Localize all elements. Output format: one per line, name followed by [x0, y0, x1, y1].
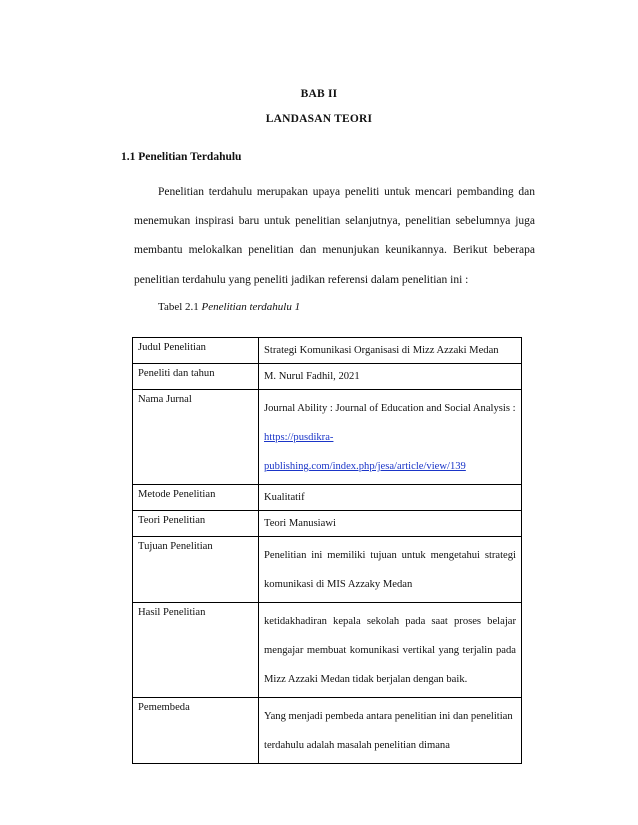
row-label: Hasil Penelitian — [133, 603, 259, 698]
table-row — [133, 603, 522, 698]
table-caption-prefix: Tabel 2.1 — [158, 301, 199, 313]
row-value: Kualitatif — [259, 485, 522, 511]
research-table — [132, 337, 522, 764]
row-label: Judul Penelitian — [133, 338, 259, 364]
chapter-title: LANDASAN TEORI — [265, 113, 373, 125]
row-label: Tujuan Penelitian — [133, 537, 259, 603]
row-value — [259, 390, 522, 485]
row-label: Teori Penelitian — [133, 511, 259, 537]
row-value: M. Nurul Fadhil, 2021 — [259, 364, 522, 390]
section-heading: 1.1 Penelitian Terdahulu — [121, 151, 242, 163]
journal-link[interactable]: https://pusdikra-publishing.com/index.php/jesa/article/view/139 — [264, 432, 466, 472]
journal-name: Journal Ability : Journal of Education and Social Analysis : — [264, 403, 516, 414]
table-row — [133, 485, 522, 511]
row-label: Nama Jurnal — [133, 390, 259, 485]
body-paragraph: Penelitian terdahulu merupakan upaya peneliti untuk mencari pembanding dan menemukan inspirasi baru untuk penelitian selanjutnya, penelitian sebelumnya juga membantu melokalkan penelitian dan menunjukan keunikannya. Berikut beberapa penelitian terdahulu yang peneliti jadikan referensi dalam penelitian ini : — [134, 186, 535, 286]
table-row — [133, 338, 522, 364]
row-value: Penelitian ini memiliki tujuan untuk mengetahui strategi komunikasi di MIS Azzaky Medan — [259, 537, 522, 603]
row-label: Pemembeda — [133, 698, 259, 764]
table-row — [133, 364, 522, 390]
table-caption — [158, 301, 300, 313]
table-row — [133, 698, 522, 764]
table-row — [133, 390, 522, 485]
row-label: Metode Penelitian — [133, 485, 259, 511]
row-value: ketidakhadiran kepala sekolah pada saat proses belajar mengajar membuat komunikasi vertikal yang terjalin pada Mizz Azzaki Medan tidak berjalan dengan baik. — [259, 603, 522, 698]
row-label: Peneliti dan tahun — [133, 364, 259, 390]
row-value: Yang menjadi pembeda antara penelitian ini dan penelitian terdahulu adalah masalah penelitian dimana — [259, 698, 522, 764]
table-row — [133, 511, 522, 537]
row-value: Teori Manusiawi — [259, 511, 522, 537]
table-caption-title: Penelitian terdahulu 1 — [201, 301, 301, 313]
table-row — [133, 537, 522, 603]
row-value: Strategi Komunikasi Organisasi di Mizz Azzaki Medan — [259, 338, 522, 364]
chapter-number: BAB II — [300, 88, 338, 100]
